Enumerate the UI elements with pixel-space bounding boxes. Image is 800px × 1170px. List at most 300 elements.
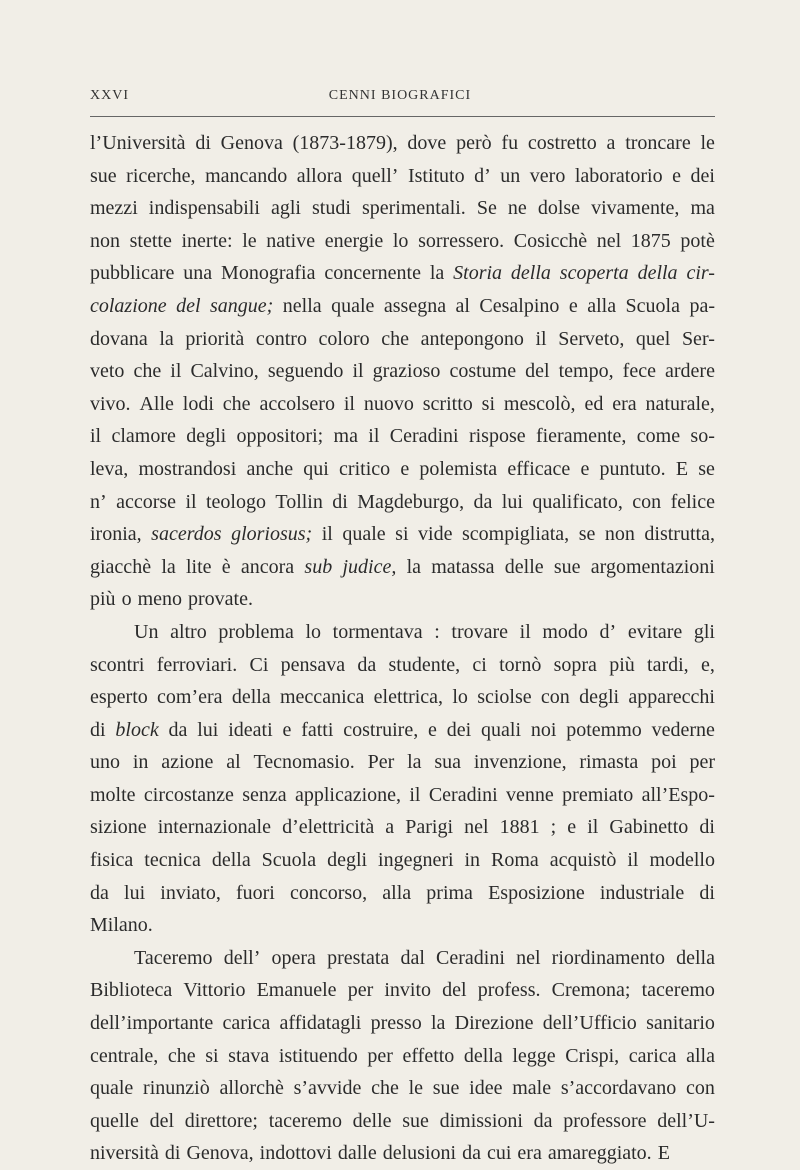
- word: sopra: [553, 653, 597, 676]
- word: polemista: [419, 457, 498, 480]
- word: effetto: [402, 1044, 455, 1067]
- text-line: [90, 877, 715, 910]
- text-line: [90, 909, 715, 942]
- word: non: [604, 523, 635, 546]
- word: carica: [222, 1012, 271, 1035]
- word: da: [90, 881, 109, 904]
- word: sua: [434, 751, 462, 774]
- word: prestata: [327, 946, 390, 969]
- word: ma: [333, 425, 358, 448]
- word: lo: [305, 620, 322, 643]
- word: judice,: [342, 555, 397, 578]
- word: si: [205, 1044, 219, 1067]
- word: costume: [449, 360, 517, 383]
- word: all’Espo-: [641, 783, 715, 806]
- word: Ceradini: [436, 946, 505, 969]
- word: pa-: [689, 294, 715, 317]
- word: meccanica: [280, 686, 365, 709]
- word: inerte:: [181, 229, 233, 252]
- word: da: [462, 1142, 481, 1165]
- word: idee: [469, 1077, 503, 1100]
- word: ancora: [240, 555, 295, 578]
- word: senza: [242, 783, 287, 806]
- word: di: [195, 132, 211, 154]
- text-line: [90, 453, 715, 486]
- word: qualificato,: [532, 490, 623, 513]
- word: ingegneri: [378, 849, 454, 872]
- word: direttore;: [184, 1109, 258, 1132]
- word: professore: [563, 1109, 647, 1132]
- word: scontri: [90, 653, 145, 676]
- word: e,: [700, 653, 715, 676]
- word: gloriosus;: [231, 523, 313, 546]
- word: :: [434, 620, 440, 643]
- word: la: [430, 1012, 446, 1035]
- word: troncare: [625, 132, 691, 154]
- word: Gabinetto: [609, 816, 689, 839]
- word: oppositori;: [236, 425, 324, 448]
- word: vederne: [651, 718, 715, 741]
- word: native: [266, 229, 316, 252]
- word: la: [407, 751, 422, 774]
- word: le: [700, 132, 715, 154]
- word: esperto: [90, 686, 148, 709]
- word: taceremo: [268, 1109, 342, 1132]
- word: dal: [400, 946, 425, 969]
- word: studente,: [388, 653, 461, 676]
- word: Se: [476, 197, 497, 220]
- word: n’: [90, 490, 107, 513]
- word: Monografia: [221, 262, 316, 285]
- word: una: [183, 262, 213, 285]
- text-line: [90, 225, 715, 258]
- word: alla: [587, 294, 617, 317]
- word: modo: [542, 620, 588, 643]
- word: il: [368, 425, 380, 448]
- word: quell’: [351, 164, 399, 187]
- word: quel: [635, 327, 671, 350]
- word: indottovi: [259, 1142, 332, 1165]
- word: dolse: [537, 197, 581, 220]
- word: la: [159, 327, 174, 350]
- word: del: [149, 1109, 174, 1132]
- text-line: [90, 1040, 715, 1073]
- word: invito: [384, 979, 432, 1002]
- word: Calvino,: [190, 360, 259, 383]
- word: in: [132, 751, 149, 774]
- word: amareggiato.: [547, 1142, 652, 1165]
- word: e: [428, 718, 437, 741]
- word: ricerche,: [126, 164, 196, 187]
- word: inviato,: [160, 881, 221, 904]
- header-rule: [90, 116, 715, 117]
- word: E: [675, 457, 689, 480]
- word: di: [164, 1142, 181, 1165]
- word: poi: [651, 751, 677, 774]
- word: tardi,: [647, 653, 689, 676]
- word: fieramente,: [535, 425, 627, 448]
- word: un: [500, 164, 521, 187]
- word: ed: [584, 392, 604, 415]
- word: Cosicchè: [513, 229, 588, 252]
- word: allorchè: [219, 1077, 284, 1100]
- word: scoperta: [559, 262, 629, 285]
- word: taceremo: [641, 979, 715, 1002]
- word: d’: [474, 164, 491, 187]
- word: dovana: [90, 327, 148, 350]
- word: sangue;: [210, 294, 274, 317]
- word: del: [525, 360, 550, 383]
- word: il: [170, 360, 182, 383]
- word: nel: [464, 816, 489, 839]
- word: d’: [599, 620, 617, 643]
- word: che: [381, 327, 409, 350]
- word: problema: [218, 620, 294, 643]
- word: con: [632, 490, 662, 513]
- word: degli: [327, 849, 368, 872]
- word: è: [221, 555, 231, 578]
- word: circostanze: [143, 783, 234, 806]
- word: acquistò: [549, 849, 617, 872]
- word: Cesalpino: [479, 294, 560, 317]
- text-line: [90, 160, 715, 193]
- word: cui: [486, 1142, 512, 1165]
- word: e: [282, 718, 292, 741]
- word: Un: [134, 620, 159, 643]
- word: a: [385, 816, 395, 839]
- word: teologo: [205, 490, 266, 513]
- word: al: [226, 751, 241, 774]
- word: Taceremo: [134, 946, 213, 969]
- word: studi: [312, 197, 351, 220]
- word: uno: [90, 751, 120, 774]
- word: sue: [432, 1077, 460, 1100]
- word: legge: [512, 1044, 556, 1067]
- word: era: [612, 392, 637, 415]
- word: altro: [170, 620, 207, 643]
- word: vivo.: [90, 392, 131, 415]
- word: nel: [516, 946, 541, 969]
- word: dimissioni: [439, 1109, 523, 1132]
- word: in: [464, 849, 481, 872]
- word: venne: [506, 783, 554, 806]
- word: sanitario: [646, 1012, 715, 1035]
- text-line: [90, 192, 715, 225]
- word: lo: [392, 229, 409, 252]
- word: affidatagli: [279, 1012, 362, 1035]
- word: che: [133, 360, 162, 383]
- word: le: [242, 229, 257, 252]
- word: stette: [129, 229, 172, 252]
- word: sue: [90, 164, 117, 187]
- word: delusioni: [382, 1142, 457, 1165]
- word: quale: [342, 523, 386, 546]
- word: si: [481, 392, 495, 415]
- word: naturale,: [645, 392, 715, 415]
- word: rimasta: [579, 751, 639, 774]
- word: Alle: [139, 392, 174, 415]
- page-number: XXVI: [90, 88, 129, 103]
- word: Genova,: [186, 1142, 254, 1165]
- word: lite: [185, 555, 212, 578]
- word: più: [90, 588, 116, 611]
- word: Magdeburgo,: [357, 490, 465, 513]
- text-line: [90, 355, 715, 388]
- word: sub: [304, 555, 333, 578]
- word: ardere: [665, 360, 715, 383]
- word: il: [321, 523, 333, 546]
- word: Tollin: [275, 490, 323, 513]
- word: da: [533, 1109, 553, 1132]
- word: della: [211, 849, 251, 872]
- word: indispensabili: [148, 197, 260, 220]
- word: scompigliata,: [461, 523, 570, 546]
- word: E: [657, 1142, 670, 1165]
- word: Ceradini: [389, 425, 459, 448]
- text-line: [90, 518, 715, 551]
- word: nella: [282, 294, 322, 317]
- word: quali: [481, 718, 522, 741]
- word: quelle: [90, 1109, 139, 1132]
- word: modello: [649, 849, 715, 872]
- word: Tecnomasio.: [253, 751, 355, 774]
- word: la: [406, 555, 421, 578]
- word: industriale: [599, 881, 685, 904]
- word: lo: [452, 686, 468, 709]
- word: sue: [553, 555, 581, 578]
- word: accolsero: [259, 392, 335, 415]
- word: ne: [507, 197, 527, 220]
- text-line: [90, 681, 715, 714]
- word: stava: [228, 1044, 270, 1067]
- word: sacerdos: [151, 523, 222, 546]
- word: critico: [339, 457, 391, 480]
- word: da: [357, 653, 377, 676]
- word: e: [568, 294, 578, 317]
- word: matassa: [431, 555, 495, 578]
- word: mezzi: [90, 197, 138, 220]
- word: cir-: [686, 262, 715, 285]
- word: a: [606, 132, 616, 154]
- word: Milano.: [90, 914, 153, 937]
- word: felice: [670, 490, 715, 513]
- text-line: [90, 811, 715, 844]
- word: il: [90, 425, 102, 448]
- word: al: [455, 294, 470, 317]
- text-line: [90, 616, 715, 649]
- word: Serveto,: [558, 327, 625, 350]
- word: e: [672, 164, 681, 187]
- text-line: [90, 583, 715, 616]
- word: colazione: [90, 294, 167, 317]
- word: meno: [137, 588, 182, 611]
- word: argomentazioni: [590, 555, 715, 578]
- word: assegna: [383, 294, 447, 317]
- word: Scuola: [261, 849, 317, 872]
- word: evitare: [627, 620, 683, 643]
- word: sperimentali.: [361, 197, 466, 220]
- word: coloro: [318, 327, 370, 350]
- section-title: CENNI BIOGRAFICI: [328, 88, 472, 103]
- word: la: [429, 262, 445, 285]
- text-line: [90, 486, 715, 519]
- word: sciolse: [477, 686, 532, 709]
- word: tempo,: [558, 360, 614, 383]
- word: laboratorio: [574, 164, 663, 187]
- text-line: [90, 844, 715, 877]
- word: ci: [472, 653, 487, 676]
- word: distrutta,: [644, 523, 715, 546]
- word: dei: [446, 718, 472, 741]
- word: potemmo: [566, 718, 642, 741]
- word: era: [517, 1142, 542, 1165]
- word: tecnica: [144, 849, 201, 872]
- word: per: [367, 1044, 393, 1067]
- word: 1875: [630, 229, 671, 252]
- word: priorità: [185, 327, 245, 350]
- word: quale: [90, 1077, 134, 1100]
- word: costretto: [527, 132, 597, 154]
- word: (1873-1879),: [292, 132, 398, 154]
- word: la: [161, 555, 176, 578]
- word: molte: [90, 783, 136, 806]
- word: concernente: [324, 262, 421, 285]
- word: ironia,: [90, 523, 142, 546]
- text-line: [90, 779, 715, 812]
- word: efficace: [507, 457, 571, 480]
- word: dei: [690, 164, 715, 187]
- word: fu: [501, 132, 519, 154]
- word: prima: [426, 881, 473, 904]
- word: giacchè: [90, 555, 152, 578]
- word: carica: [628, 1044, 677, 1067]
- word: si: [395, 523, 409, 546]
- word: alla: [382, 881, 412, 904]
- word: 1881: [499, 816, 540, 839]
- word: degli: [579, 686, 620, 709]
- word: costruire,: [343, 718, 419, 741]
- word: nuovo: [363, 392, 414, 415]
- text-line: [90, 551, 715, 584]
- word: e: [580, 457, 590, 480]
- word: e: [567, 816, 577, 839]
- word: vide: [418, 523, 453, 546]
- word: Crispi,: [565, 1044, 620, 1067]
- word: Ser-: [681, 327, 715, 350]
- word: opera: [271, 946, 316, 969]
- word: alla: [686, 1044, 715, 1067]
- word: qui: [303, 457, 329, 480]
- word: accorse: [116, 490, 177, 513]
- word: ferroviari.: [156, 653, 238, 676]
- word: rinunziò: [143, 1077, 210, 1100]
- word: fuori: [235, 881, 275, 904]
- word: sue: [402, 1109, 429, 1132]
- word: Emanuele: [256, 979, 337, 1002]
- word: che: [371, 1077, 399, 1100]
- word: ideati: [228, 718, 273, 741]
- word: mancando: [205, 164, 288, 187]
- word: il: [343, 392, 355, 415]
- word: lui: [501, 490, 523, 513]
- word: rispose: [468, 425, 526, 448]
- word: clamore: [111, 425, 176, 448]
- word: noi: [530, 718, 557, 741]
- word: profess.: [477, 979, 541, 1002]
- word: per: [689, 751, 715, 774]
- word: della: [637, 262, 678, 285]
- word: tormentava: [332, 620, 423, 643]
- word: però: [456, 132, 492, 154]
- word: di: [699, 881, 715, 904]
- word: Ceradini: [428, 783, 498, 806]
- word: da: [473, 490, 493, 513]
- text-line: [90, 942, 715, 975]
- text-line: [90, 1105, 715, 1138]
- word: le: [408, 1077, 424, 1100]
- text-line: [90, 746, 715, 779]
- word: seguendo: [267, 360, 344, 383]
- word: o: [121, 588, 132, 611]
- word: e: [400, 457, 410, 480]
- text-line: [90, 714, 715, 747]
- word: che: [222, 392, 251, 415]
- word: apparecchi: [628, 686, 715, 709]
- word: tornò: [499, 653, 542, 676]
- word: allora: [296, 164, 343, 187]
- word: mescolò,: [503, 392, 576, 415]
- word: vero: [529, 164, 566, 187]
- text-line: [90, 257, 715, 290]
- word: block: [115, 718, 159, 741]
- word: con: [540, 686, 570, 709]
- word: fisica: [90, 849, 134, 872]
- word: più: [609, 653, 635, 676]
- word: gli: [693, 620, 715, 643]
- word: dell’U-: [657, 1109, 715, 1132]
- word: il: [627, 849, 639, 872]
- word: Per: [367, 751, 395, 774]
- word: leva,: [90, 457, 129, 480]
- word: ma: [690, 197, 715, 220]
- word: degli: [186, 425, 227, 448]
- word: per: [347, 979, 374, 1002]
- word: niversità: [90, 1142, 159, 1165]
- word: di: [699, 816, 715, 839]
- word: pensava: [280, 653, 346, 676]
- word: Vittorio: [183, 979, 246, 1002]
- word: provate.: [188, 588, 253, 611]
- word: dove: [407, 132, 447, 154]
- word: istituendo: [278, 1044, 358, 1067]
- word: vivamente,: [591, 197, 680, 220]
- word: nel: [596, 229, 622, 252]
- word: come: [636, 425, 681, 448]
- text-line: [90, 1137, 715, 1170]
- text-line: [90, 323, 715, 356]
- word: Direzione: [454, 1012, 534, 1035]
- word: il: [352, 360, 364, 383]
- word: scritto: [422, 392, 473, 415]
- word: energie: [324, 229, 384, 252]
- text-line: [90, 420, 715, 453]
- word: lodi: [182, 392, 214, 415]
- word: il: [185, 490, 197, 513]
- word: Storia: [453, 262, 503, 285]
- word: applicazione,: [294, 783, 402, 806]
- text-line: [90, 649, 715, 682]
- word: potè: [680, 229, 715, 252]
